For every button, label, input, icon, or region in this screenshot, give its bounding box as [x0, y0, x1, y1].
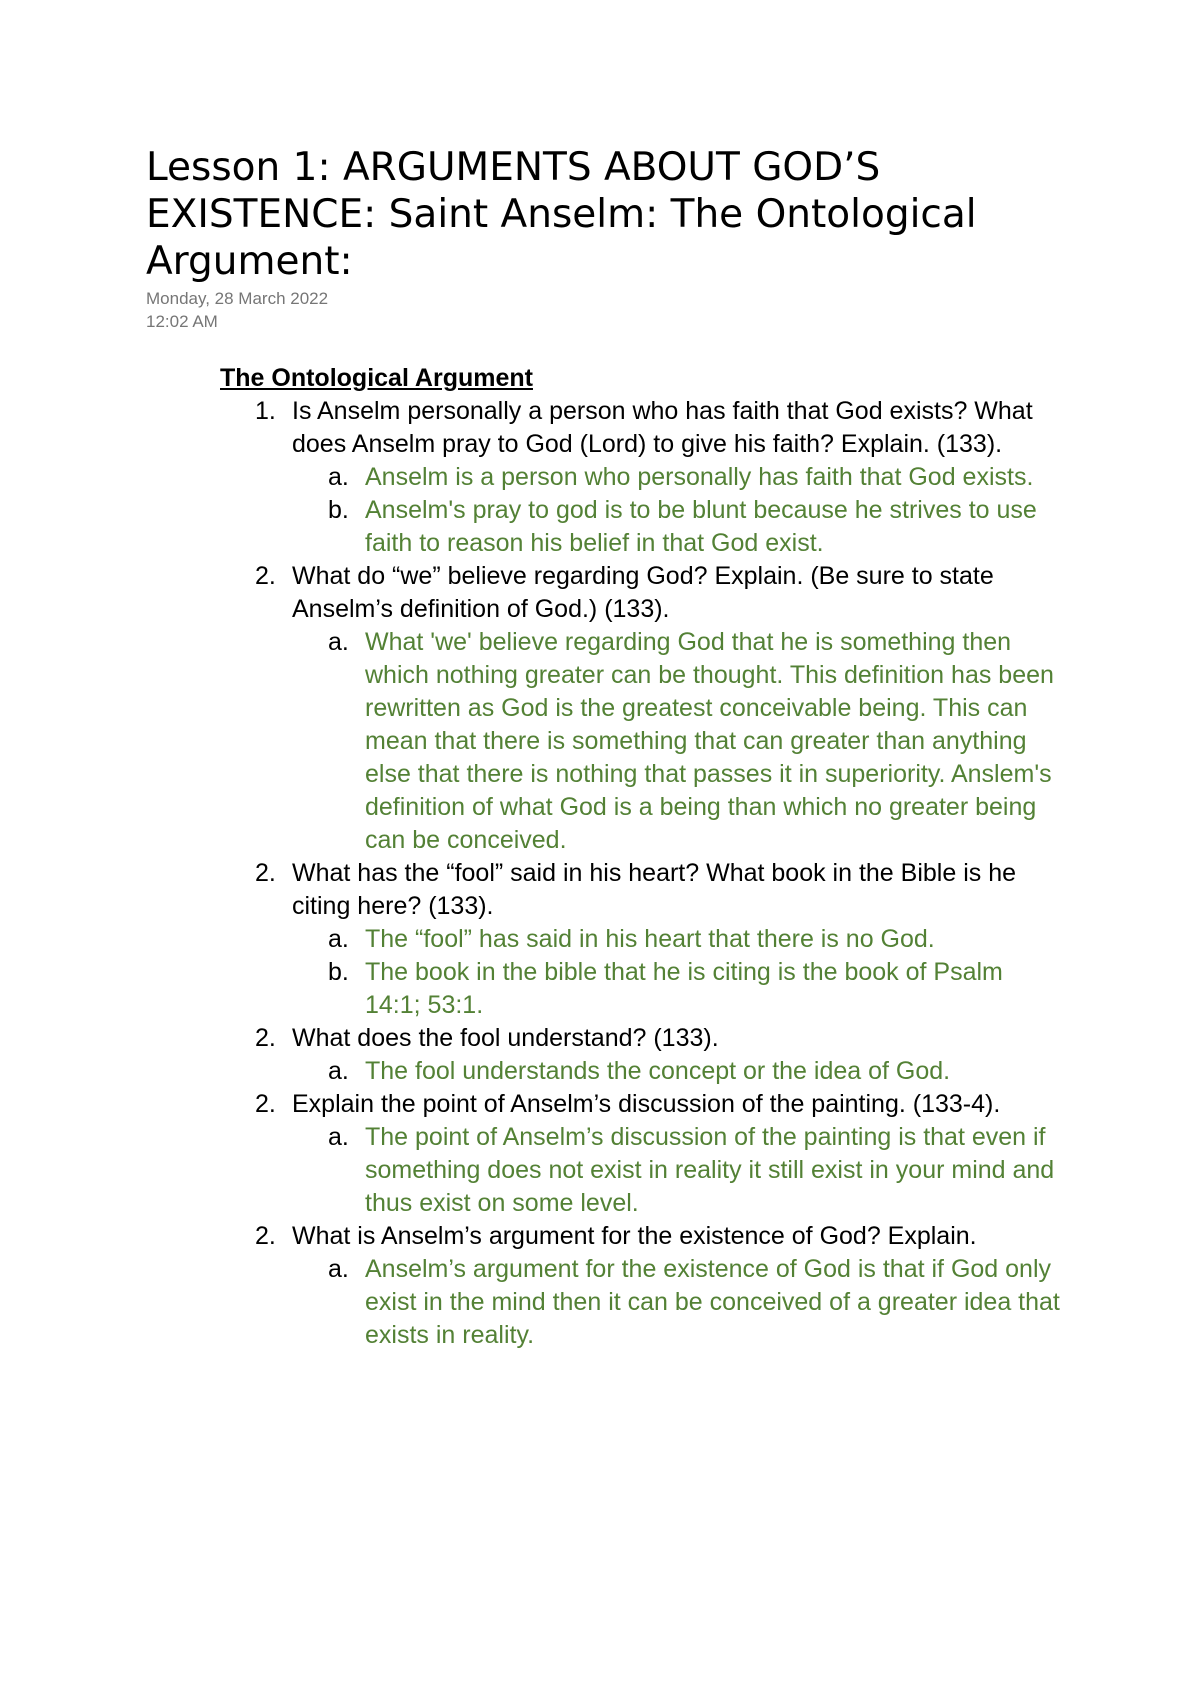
question-number: 1. [255, 397, 276, 425]
question-text: What has the “fool” said in his heart? What book in the Bible is he citing here? (133). [292, 859, 1016, 920]
question-text: What is Anselm’s argument for the existence of God? Explain. [292, 1222, 977, 1250]
time-stamp: 12:02 AM [146, 312, 218, 331]
answer-item [0, 461, 1065, 494]
answer-letter: a. [328, 1255, 349, 1283]
question-item [0, 857, 1072, 923]
answer-item [0, 1055, 1065, 1088]
answer-item [0, 494, 1065, 560]
page-title: Lesson 1: ARGUMENTS ABOUT GOD’S EXISTENCE: Saint Anselm: The Ontological Argument: [146, 145, 977, 284]
answer-letter: b. [328, 958, 349, 986]
question-item [0, 395, 1072, 461]
answer-item [0, 1121, 1065, 1220]
question-text: Is Anselm personally a person who has faith that God exists? What does Anselm pray to God (Lord) to give his faith? Explain. (133). [292, 397, 1033, 458]
answer-text: Anselm’s argument for the existence of God is that if God only exist in the mind then it can be conceived of a greater idea that exists in reality. [365, 1255, 1060, 1349]
question-number: 2. [255, 1024, 276, 1052]
answer-text: The book in the bible that he is citing is the book of Psalm 14:1; 53:1. [365, 958, 1003, 1019]
date-stamp: Monday, 28 March 2022 [146, 289, 329, 308]
section-heading: The Ontological Argument [220, 364, 533, 392]
question-item [0, 560, 1072, 626]
question-number: 2. [255, 859, 276, 887]
answer-text: What 'we' believe regarding God that he is something then which nothing greater can be thought. This definition has been rewritten as God is the greatest conceivable being. This can mean that there is something that can greater than anything else that there is nothing that passes it in superiority. Anslem's definition of what God is a being than which no greater being can be conceived. [365, 628, 1054, 854]
answer-letter: b. [328, 496, 349, 524]
question-number: 2. [255, 1090, 276, 1118]
answer-letter: a. [328, 628, 349, 656]
question-text: Explain the point of Anselm’s discussion of the painting. (133-4). [292, 1090, 1001, 1118]
answer-text: Anselm is a person who personally has faith that God exists. [365, 463, 1034, 491]
answer-item [0, 956, 1065, 1022]
answer-text: Anselm's pray to god is to be blunt because he strives to use faith to reason his belief in that God exist. [365, 496, 1037, 557]
answer-item [0, 923, 1065, 956]
question-text: What do “we” believe regarding God? Explain. (Be sure to state Anselm’s definition of God.) (133). [292, 562, 994, 623]
question-item [0, 1220, 1072, 1253]
answer-letter: a. [328, 1057, 349, 1085]
question-number: 2. [255, 562, 276, 590]
question-item [0, 1022, 1072, 1055]
answer-text: The fool understands the concept or the idea of God. [365, 1057, 951, 1085]
answer-item [0, 626, 1065, 857]
answer-letter: a. [328, 463, 349, 491]
answer-text: The point of Anselm’s discussion of the painting is that even if something does not exist in reality it still exist in your mind and thus exist on some level. [365, 1123, 1055, 1217]
answer-text: The “fool” has said in his heart that there is no God. [365, 925, 935, 953]
question-number: 2. [255, 1222, 276, 1250]
question-item [0, 1088, 1072, 1121]
question-list [0, 395, 1200, 1352]
question-text: What does the fool understand? (133). [292, 1024, 719, 1052]
answer-letter: a. [328, 1123, 349, 1151]
answer-letter: a. [328, 925, 349, 953]
answer-item [0, 1253, 1065, 1352]
